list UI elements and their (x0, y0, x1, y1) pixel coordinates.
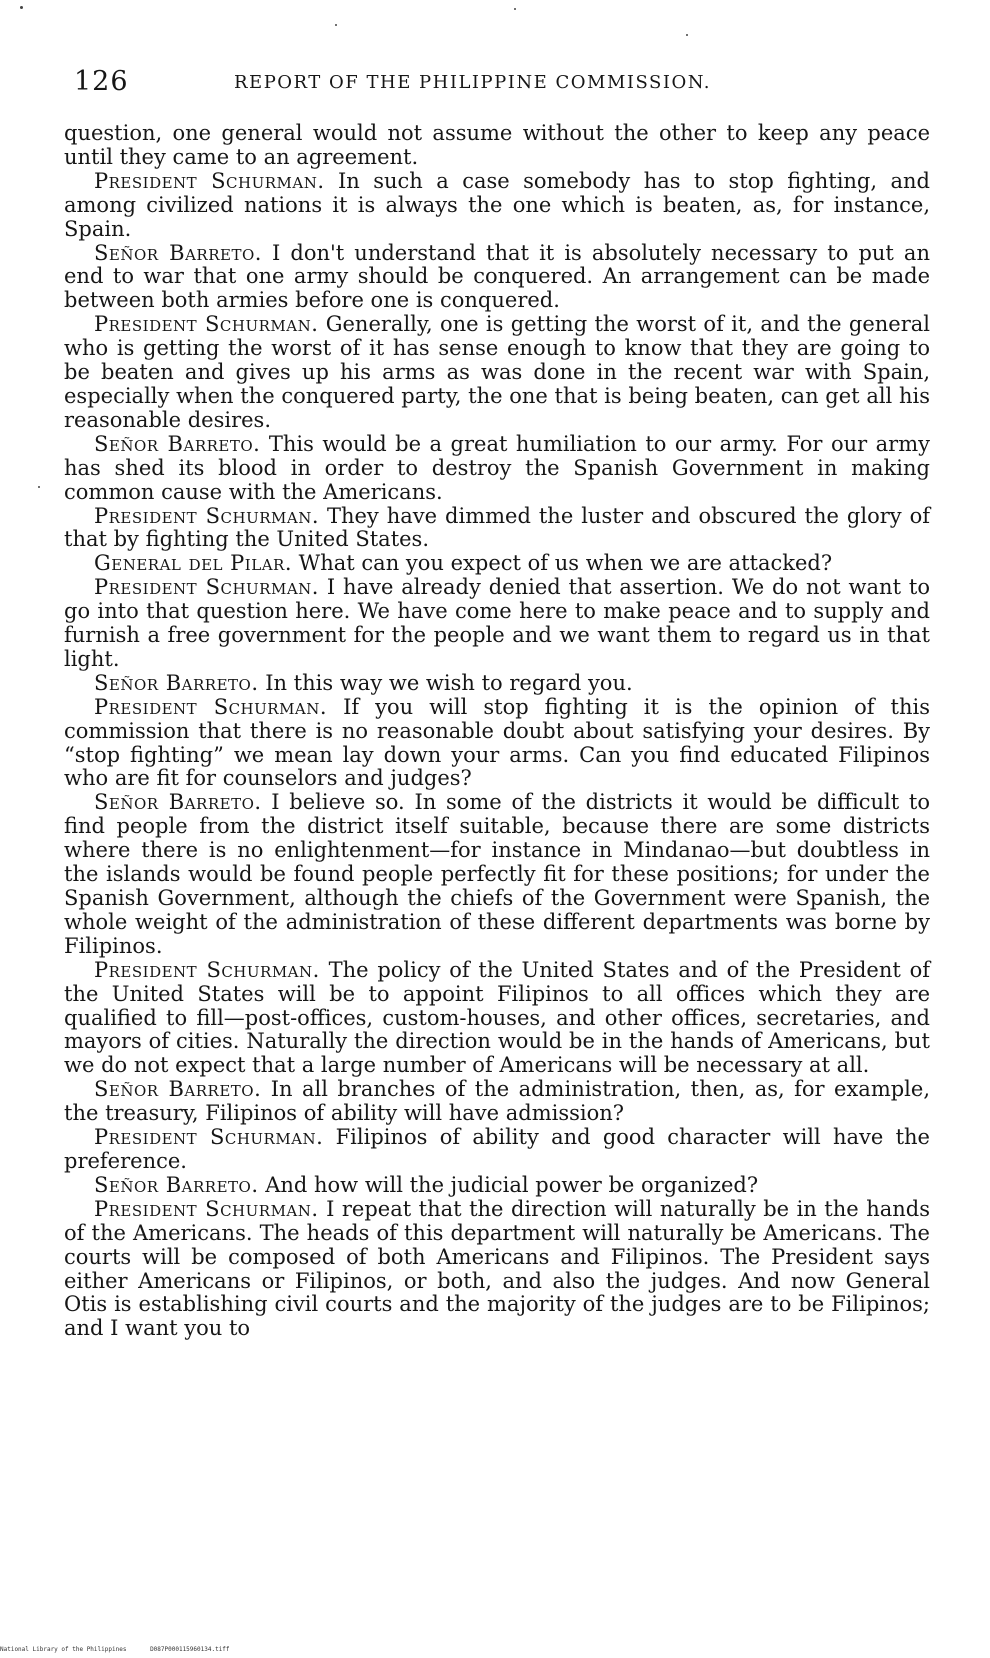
paragraph-text: Filipinos of ability and good character will have the preference. (64, 1125, 930, 1173)
paragraph-text: In such a case somebody has to stop fighting, and among civilized nations it is always the one which is beaten, as, for instance, Spain. (64, 168, 930, 241)
scan-speck (335, 24, 337, 26)
paragraph (64, 672, 930, 696)
scan-speck (514, 8, 516, 10)
speaker-name: General del Pilar. (94, 551, 292, 576)
paragraph (64, 313, 930, 433)
paragraph (64, 959, 930, 1079)
scan-speck (20, 6, 23, 9)
paragraph-text: If you will stop fighting it is the opinion of this commission that there is no reasonable doubt about satisfying your desires. By “stop fighting” we mean lay down your arms. Can you find educated Filipinos who are fit for counselors and judges? (64, 694, 930, 791)
paragraph (64, 433, 930, 505)
speaker-name: Señor Barreto. (94, 670, 259, 695)
transcript-body (64, 122, 930, 1341)
library-credit: National Library of the Philippines (0, 1646, 127, 1653)
paragraph (64, 1198, 930, 1341)
paragraph-text: The policy of the United States and of the President of the United States will be to appoint Filipinos to all offices which they are qualified to fill—post-offices, custom-houses, and other offices, secretaries, and mayors of cities. Naturally the direction would be in the hands of Americans, but we do not expect that a large number of Americans will be necessary at all. (64, 957, 930, 1078)
scan-filename: D087P000115960134.tiff (150, 1646, 230, 1653)
paragraph (64, 1174, 930, 1198)
paragraph (64, 576, 930, 672)
speaker-name: Señor Barreto. (94, 240, 262, 265)
paragraph-text: In this way we wish to regard you. (258, 670, 633, 695)
speaker-name: Señor Barreto. (94, 790, 262, 815)
paragraph (64, 170, 930, 242)
paragraph-text: I repeat that the direction will naturally be in the hands of the Americans. The heads of this department will naturally be Americans. The courts will be composed of both Americans and Filipinos. The President says either Americans or Filipinos, or both, and also the judges. And now General Otis is establishing civil courts and the majority of the judges are to be Filipinos; and I want you to (64, 1196, 930, 1341)
speaker-name: President Schurman. (94, 1125, 324, 1150)
paragraph-text: And how will the judicial power be organized? (258, 1172, 759, 1197)
scan-speck (686, 34, 688, 36)
speaker-name: President Schurman. (94, 312, 319, 337)
speaker-name: President Schurman. (94, 503, 320, 528)
speaker-name: Señor Barreto. (94, 1172, 259, 1197)
paragraph-text: Generally, one is getting the worst of it, and the general who is getting the worst of it has sense enough to know that they are going to be beaten and gives up his arms as was done in the recent war with Spain, especially when the conquered party, the one that is being beaten, can get all his reasonable desires. (64, 312, 930, 432)
running-head: REPORT OF THE PHILIPPINE COMMISSION. (234, 72, 712, 93)
paragraph (64, 505, 930, 553)
paragraph (64, 122, 930, 170)
paragraph-text: What can you expect of us when we are attacked? (292, 551, 833, 576)
speaker-name: President Schurman. (94, 957, 320, 982)
speaker-name: President Schurman. (94, 694, 328, 719)
paragraph (64, 1078, 930, 1126)
speaker-name: Señor Barreto. (94, 1077, 262, 1102)
paragraph (64, 552, 930, 576)
paragraph-text: question, one general would not assume without the other to keep any peace until they came to an agreement. (64, 121, 930, 169)
speaker-name: Señor Barreto. (94, 431, 261, 456)
paragraph-text: I have already denied that assertion. We do not want to go into that question here. We have come here to make peace and to supply and furnish a free government for the people and we want them to regard us in that light. (64, 575, 930, 671)
paragraph-text: I don't understand that it is absolutely necessary to put an end to war that one army should be conquered. An arrangement can be made between both armies before one is conquered. (64, 240, 930, 313)
page-number: 126 (74, 66, 129, 97)
speaker-name: President Schurman. (94, 1196, 319, 1221)
paragraph (64, 1126, 930, 1174)
paragraph-text: This would be a great humiliation to our army. For our army has shed its blood in order to destroy the Spanish Government in making common cause with the Americans. (64, 431, 930, 504)
speaker-name: President Schurman. (94, 575, 319, 600)
scan-footer (0, 1646, 250, 1653)
speaker-name: President Schurman. (94, 168, 325, 193)
paragraph-text: They have dimmed the luster and obscured the glory of that by fighting the United States. (64, 503, 930, 552)
paragraph (64, 791, 930, 958)
paragraph (64, 242, 930, 314)
scan-speck (38, 486, 40, 488)
page-header (64, 66, 944, 102)
paragraph (64, 696, 930, 792)
paragraph-text: In all branches of the administration, then, as, for example, the treasury, Filipinos of ability will have admission? (64, 1077, 930, 1126)
paragraph-text: I believe so. In some of the districts it would be difficult to find people from the district itself suitable, because there are some districts where there is no enlightenment—for instance in Mindanao—but doubtless in the islands would be found people perfectly fit for these positions; for under the Spanish Government, although the chiefs of the Government were Spanish, the whole weight of the administration of these different departments was borne by Filipinos. (64, 790, 930, 958)
